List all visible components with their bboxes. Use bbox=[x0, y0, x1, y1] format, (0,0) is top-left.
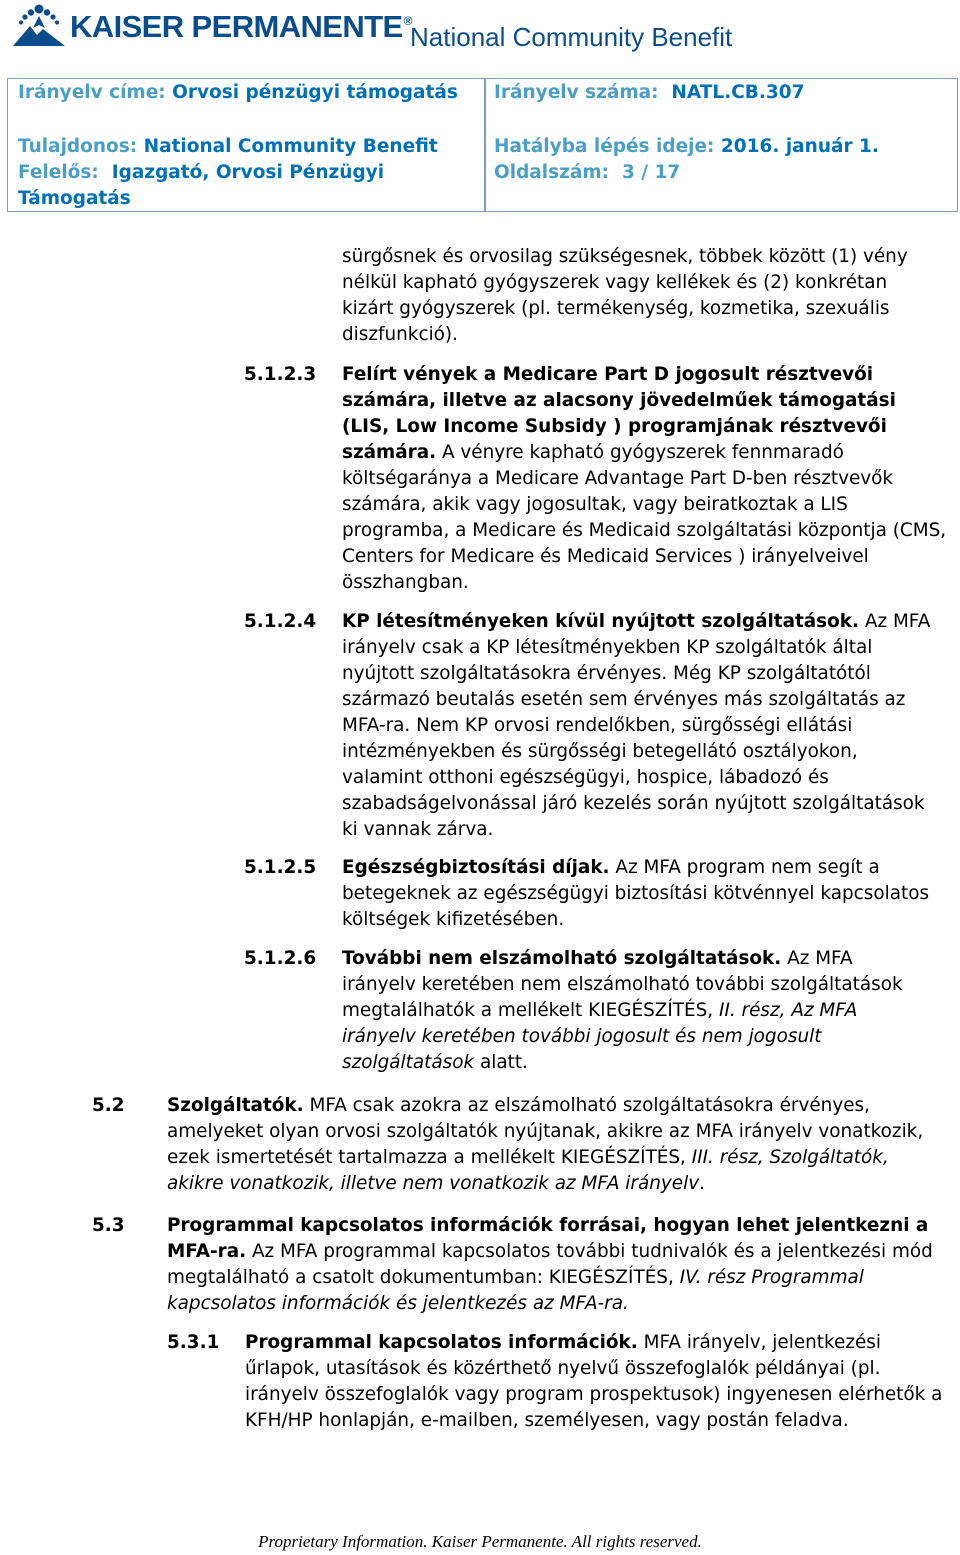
header-subtitle: National Community Benefit bbox=[410, 22, 733, 52]
section-text: MFA csak azokra az elszámolható szolgáltatásokra érvényes, amelyeket olyan orvosi szolgáltatók nyújtanak, akikre az MFA irányelv vonatkozik, ezek ismertetését tartalmazza a mellékelt KIEGÉSZÍTÉS, bbox=[167, 1095, 924, 1168]
section-text: Az MFA irányelv keretében nem elszámolható további szolgáltatások megtalálhatók a mellékelt KIEGÉSZÍTÉS, bbox=[342, 948, 903, 1021]
policy-title: Irányelv címe: Orvosi pénzügyi támogatás bbox=[18, 82, 458, 103]
section-5-3 bbox=[167, 1213, 947, 1317]
section-5-1-2-5 bbox=[342, 855, 942, 933]
section-heading: Szolgáltatók. bbox=[167, 1095, 304, 1116]
section-text: A vényre kapható gyógyszerek fennmaradó költségaránya a Medicare Advantage Part D-ben résztvevők számára, akik vagy jogosultak, vagy beiratkoztak a LIS programba, a Medicare és Medicaid szolgáltatási központja (CMS, Centers for Medicare és Medicaid Services ) irányelveivel összhangban. bbox=[342, 442, 947, 593]
section-italic-reference: III. rész, Szolgáltatók, akikre vonatkozik, illetve nem vonatkozik az MFA irányelv bbox=[167, 1147, 889, 1194]
section-number: 5.3.1 bbox=[167, 1332, 220, 1353]
kaiser-logo bbox=[10, 4, 412, 48]
section-5-1-2-6 bbox=[342, 946, 917, 1076]
section-5-2 bbox=[167, 1093, 947, 1197]
policy-responsible: Felelős: Igazgató, Orvosi Pénzügyi Támogatás bbox=[18, 162, 385, 209]
effective-date: Hatályba lépés ideje: 2016. január 1. bbox=[494, 136, 879, 157]
section-5-3-1 bbox=[245, 1330, 945, 1434]
section-text: Az MFA programmal kapcsolatos további tudnivalók és a jelentkezési mód megtalálható a csatolt dokumentumban: KIEGÉSZÍTÉS, bbox=[167, 1241, 933, 1288]
section-text: MFA irányelv, jelentkezési űrlapok, utasítások és közérthető nyelvű összefoglalók példányai (pl. irányelv összefoglalók vagy program prospektusok) ingyenesen elérhetők a KFH/HP honlapján, e-mailben, személyesen, vagy postán feladva. bbox=[245, 1332, 943, 1431]
footer-proprietary-notice: Proprietary Information. Kaiser Permanente. All rights reserved. bbox=[258, 1532, 702, 1551]
policy-number: Irányelv száma: NATL.CB.307 bbox=[494, 82, 805, 103]
section-number: 5.2 bbox=[92, 1095, 125, 1116]
section-text: Az MFA irányelv csak a KP létesítményekben KP szolgáltatók által nyújtott szolgáltatásokra érvényes. Még KP szolgáltatótól származó beutalás esetén sem érvényes más szolgáltatás az MFA-ra. Nem KP orvosi rendelőkben, sürgősségi ellátási intézményekben és sürgősségi betegellátó osztályokon, valamint otthoni egészségügyi, hospice, lábadozó és szabadságelvonással járó kezelés során nyújtott szolgáltatások ki vannak zárva. bbox=[342, 611, 931, 840]
section-heading: Egészségbiztosítási díjak. bbox=[342, 857, 610, 878]
section-tail: . bbox=[699, 1173, 705, 1194]
section-tail: alatt. bbox=[479, 1052, 528, 1073]
section-number: 5.3 bbox=[92, 1215, 125, 1236]
policy-meta-table bbox=[7, 78, 958, 212]
section-number: 5.1.2.5 bbox=[244, 857, 317, 878]
kaiser-logo-icon bbox=[10, 4, 68, 48]
section-5-1-2-3 bbox=[342, 362, 948, 596]
section-italic-reference: II. rész, Az MFA irányelv keretében további jogosult és nem jogosult szolgáltatások bbox=[342, 1000, 858, 1073]
section-number: 5.1.2.4 bbox=[244, 611, 317, 632]
section-heading: Felírt vények a Medicare Part D jogosult résztvevői számára, illetve az alacsony jövedelműek támogatási (LIS, Low Income Subsidy ) programjának résztvevői számára. bbox=[342, 364, 896, 463]
logo-wordmark: KAISER PERMANENTE® bbox=[70, 8, 412, 44]
section-5-1-2-4 bbox=[342, 609, 942, 843]
section-italic-reference: IV. rész Programmal kapcsolatos információk és jelentkezés az MFA-ra. bbox=[167, 1267, 864, 1314]
section-heading: Programmal kapcsolatos információk. bbox=[245, 1332, 638, 1353]
section-heading: Programmal kapcsolatos információk forrásai, hogyan lehet jelentkezni a MFA-ra. bbox=[167, 1215, 929, 1262]
page-number: Oldalszám: 3 / 17 bbox=[494, 162, 681, 183]
section-number: 5.1.2.3 bbox=[244, 364, 317, 385]
section-heading: KP létesítményeken kívül nyújtott szolgáltatások. bbox=[342, 611, 859, 632]
meta-divider bbox=[484, 79, 486, 211]
section-number: 5.1.2.6 bbox=[244, 948, 317, 969]
intro-paragraph: sürgősnek és orvosilag szükségesnek, többek között (1) vény nélkül kapható gyógyszerek vagy kellékek és (2) konkrétan kizárt gyógyszerek (pl. termékenység, kozmetika, szexuális diszfunkció). bbox=[342, 246, 908, 345]
section-heading: További nem elszámolható szolgáltatások. bbox=[342, 948, 782, 969]
policy-owner: Tulajdonos: National Community Benefit bbox=[18, 136, 438, 157]
section-text: Az MFA program nem segít a betegeknek az egészségügyi biztosítási kötvénnyel kapcsolatos költségek kifizetésében. bbox=[342, 857, 930, 930]
